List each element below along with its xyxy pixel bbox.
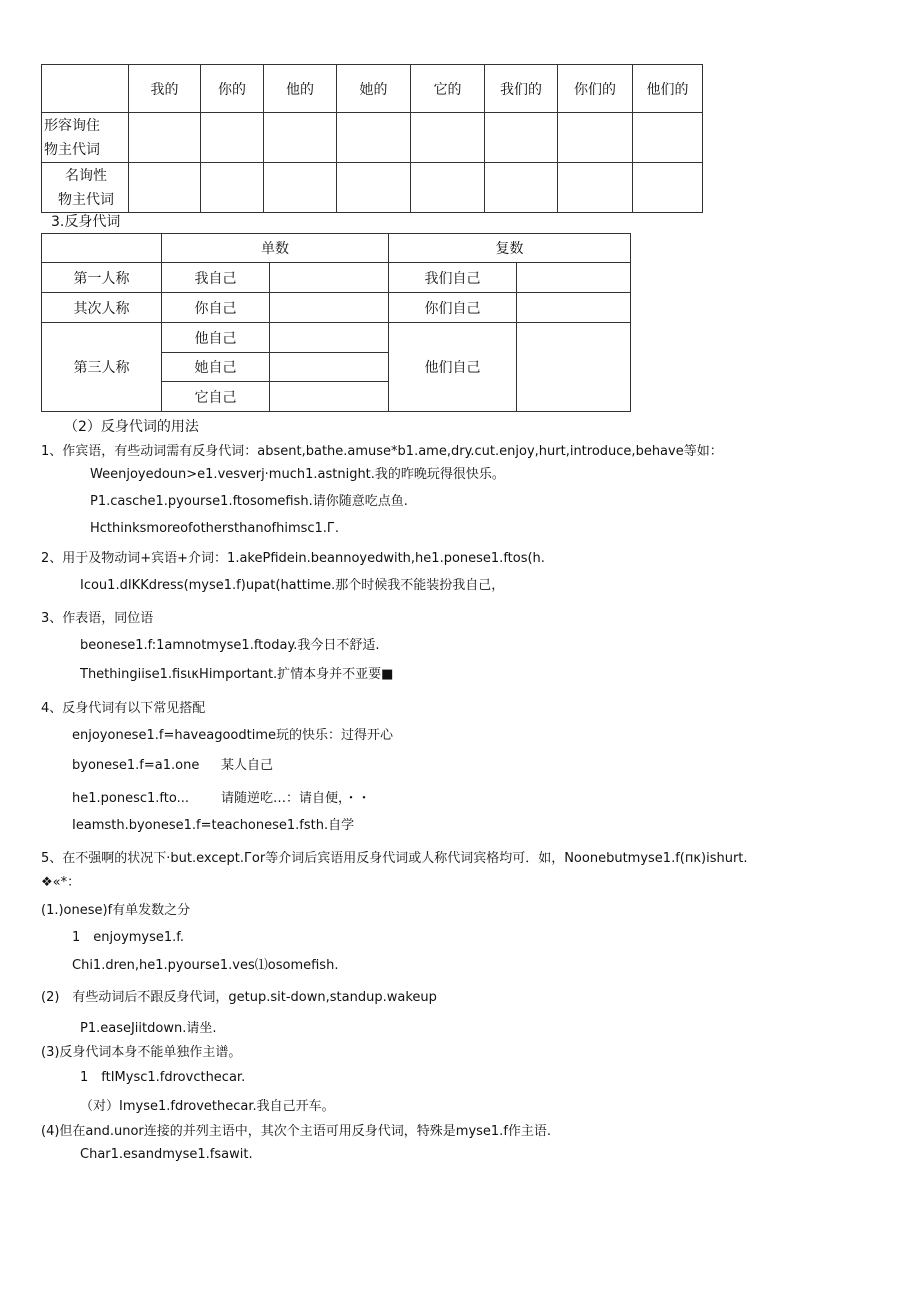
table-header-cell: 她的 xyxy=(337,65,411,113)
row-label-line: 物主代词 xyxy=(44,141,100,158)
table-row xyxy=(42,293,631,323)
table-cell xyxy=(264,113,337,163)
example-line: byonese1.f=a1.one xyxy=(72,758,200,773)
example-line: Icou1.dIKKdress(myse1.f)upat(hattime.那个时候我不能装扮我自己， xyxy=(80,578,505,593)
table-header-cell: 复数 xyxy=(389,234,631,263)
example-line: enjoyonese1.f=haveagoodtime玩的快乐：过得开心 xyxy=(72,728,393,743)
example-line: P1.casche1.pyourse1.ftosomefish.请你随意吃点鱼. xyxy=(90,494,408,509)
subsection-heading: （2）反身代词的用法 xyxy=(64,419,199,435)
table-cell xyxy=(558,163,633,213)
rule-line: 3、作表语，同位语 xyxy=(41,611,154,626)
table-cell: 它自己 xyxy=(162,382,270,412)
example-line: （对）Imyse1.fdrovethecar.我自己开车。 xyxy=(80,1099,335,1114)
table-header-cell: 你们的 xyxy=(558,65,633,113)
table-header-cell: 它的 xyxy=(411,65,485,113)
table-header-cell: 他的 xyxy=(264,65,337,113)
table-header-cell: 我的 xyxy=(129,65,201,113)
table-cell xyxy=(270,323,389,353)
table-cell xyxy=(201,163,264,213)
rule-line: 4、反身代词有以下常见搭配 xyxy=(41,701,206,716)
table-header-row xyxy=(42,234,631,263)
example-line: Ieamsth.byonese1.f=teachonese1.fsth.自学 xyxy=(72,818,355,833)
row-label-line: 物主代词 xyxy=(58,191,114,208)
rule-line: 2、用于及物动词+宾语+介词：1.akePfidein.beannoyedwith,he1.ponese1.ftos(h. xyxy=(41,551,545,566)
example-line: P1.easeJiitdown.请坐. xyxy=(80,1021,217,1036)
table-cell xyxy=(129,113,201,163)
section-title: 3.反身代词 xyxy=(51,214,121,230)
table-cell xyxy=(411,163,485,213)
example-line: Char1.esandmyse1.fsawit. xyxy=(80,1147,253,1162)
example-line: Thethingiise1.fisικHimportant.扩情本身并不亚要■ xyxy=(80,667,394,682)
table-cell xyxy=(270,382,389,412)
example-line: 1 ftIMysc1.fdrovcthecar. xyxy=(80,1070,246,1085)
table-cell xyxy=(485,113,558,163)
table-header-row xyxy=(42,65,703,113)
table-cell xyxy=(270,263,389,293)
table-cell xyxy=(264,163,337,213)
table-cell xyxy=(485,163,558,213)
note-line: (2) 有些动词后不跟反身代词，getup.sit-down,standup.wakeup xyxy=(41,990,437,1005)
table-cell: 我自己 xyxy=(162,263,270,293)
row-label-line: 名询性 xyxy=(65,167,107,184)
table-cell xyxy=(42,65,129,113)
example-line: he1.ponesc1.fto... xyxy=(72,791,189,806)
row-label xyxy=(42,163,129,213)
rule-line: 5、在不强啊的状况下·but.except.Гor等介词后宾语用反身代词或人称代词宾格均可．如，Noonebutmyse1.f(пκ)ishurt. xyxy=(41,851,748,866)
table-row xyxy=(42,163,703,213)
table-cell xyxy=(411,113,485,163)
table-cell: 她自己 xyxy=(162,353,270,382)
table-cell xyxy=(517,323,631,412)
table-cell xyxy=(270,293,389,323)
table-row xyxy=(42,263,631,293)
table-cell xyxy=(201,113,264,163)
table-cell: 他自己 xyxy=(162,323,270,353)
person-cell: 第三人称 xyxy=(42,323,162,412)
table-header-cell: 我们的 xyxy=(485,65,558,113)
table-cell xyxy=(633,163,703,213)
table-cell xyxy=(558,113,633,163)
person-cell: 第一人称 xyxy=(42,263,162,293)
table-row xyxy=(42,323,631,353)
table-cell xyxy=(270,353,389,382)
table-cell xyxy=(129,163,201,213)
note-line: (4)但在and.unor连接的并列主语中，其次个主语可用反身代词，特殊是myse1.f作主语. xyxy=(41,1124,552,1139)
table-cell xyxy=(517,293,631,323)
example-line: Hcthinksmoreofothersthanofhimsc1.Г. xyxy=(90,521,339,536)
row-label-line: 形容询住 xyxy=(44,117,100,134)
table-cell xyxy=(337,163,411,213)
row-label xyxy=(42,113,129,163)
table-cell: 我们自己 xyxy=(389,263,517,293)
table-cell: 你自己 xyxy=(162,293,270,323)
example-line: 1 enjoymyse1.f. xyxy=(72,930,185,945)
table-cell: 你们自己 xyxy=(389,293,517,323)
note-heading: ❖«*： xyxy=(41,875,81,890)
person-cell: 其次人称 xyxy=(42,293,162,323)
example-line: beonese1.f:1amnotmyse1.ftoday.我今日不舒适. xyxy=(80,638,380,653)
note-line: (1.)onese)f有单发数之分 xyxy=(41,903,191,918)
example-gloss: 请随逆吃…：请自便，・・ xyxy=(221,791,371,806)
table-cell: 他们自己 xyxy=(389,323,517,412)
example-line: Weenjoyedoun>e1.vesverj·much1.astnight.我的昨晚玩得很快乐。 xyxy=(90,467,505,482)
table-header-cell: 他们的 xyxy=(633,65,703,113)
table-cell xyxy=(42,234,162,263)
table-cell xyxy=(337,113,411,163)
rule-line: 1、作宾语，有些动词需有反身代词：absent,bathe.amuse*b1.ame,dry.cut.enjoy,hurt,introduce,behave等如： xyxy=(41,444,723,459)
table-row xyxy=(42,113,703,163)
table-header-cell: 单数 xyxy=(162,234,389,263)
example-gloss: 某人自己 xyxy=(221,758,274,773)
example-line: Chi1.dren,he1.pyourse1.ves⑴osomefish. xyxy=(72,958,339,973)
possessive-pronoun-table xyxy=(41,64,703,213)
table-cell xyxy=(633,113,703,163)
reflexive-pronoun-table xyxy=(41,233,631,412)
table-cell xyxy=(517,263,631,293)
table-header-cell: 你的 xyxy=(201,65,264,113)
note-line: (3)反身代词本身不能单独作主谱。 xyxy=(41,1045,242,1060)
